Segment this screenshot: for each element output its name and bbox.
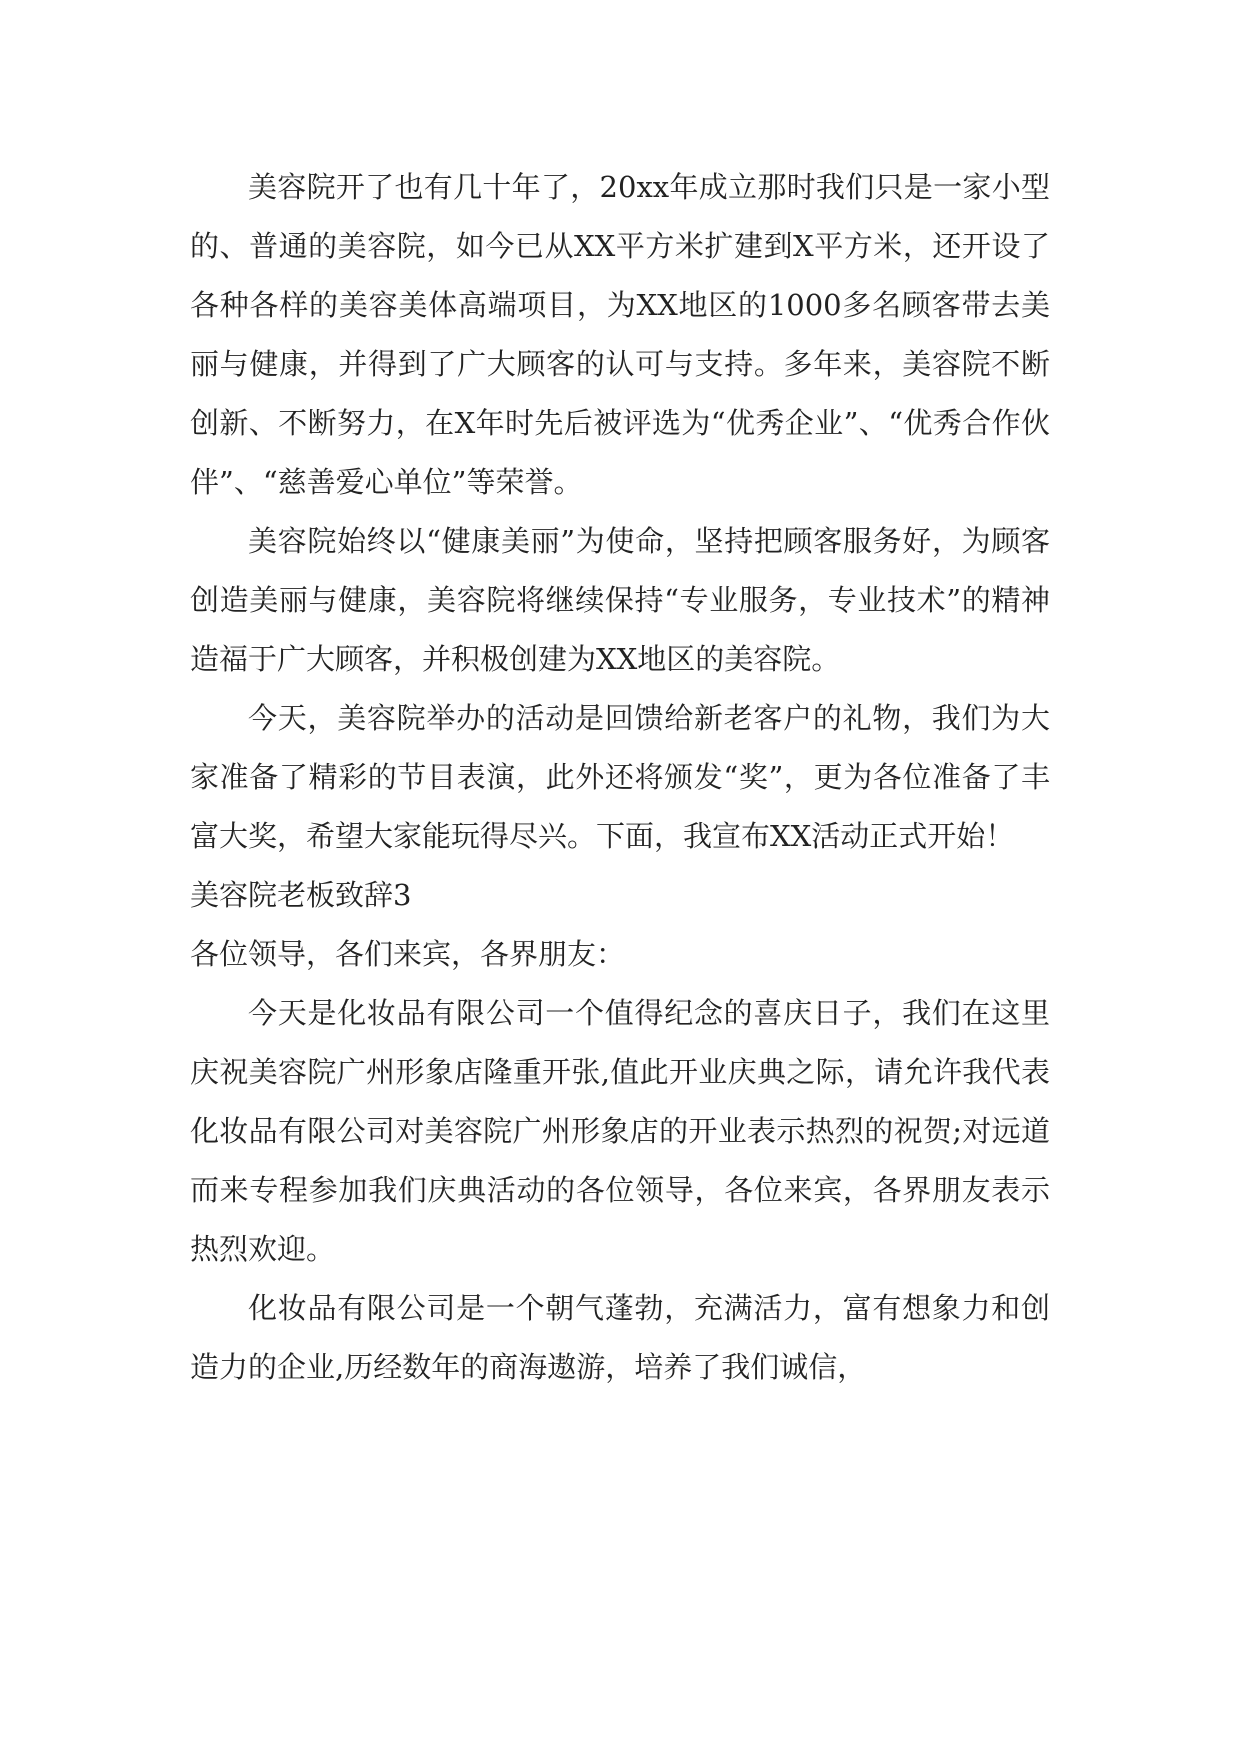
document-body <box>190 158 1050 1397</box>
paragraph-opening-congratulations: 今天是化妆品有限公司一个值得纪念的喜庆日子，我们在这里庆祝美容院广州形象店隆重开张,值此开业庆典之际，请允许我代表化妆品有限公司对美容院广州形象店的开业表示热烈的祝贺;对远道而来专程参加我们庆典活动的各位领导，各位来宾，各界朋友表示热烈欢迎。 <box>190 996 1050 1266</box>
salutation-line: 各位领导，各们来宾，各界朋友： <box>190 937 626 971</box>
paragraph-event-announcement: 今天，美容院举办的活动是回馈给新老客户的礼物，我们为大家准备了精彩的节目表演，此外还将颁发“奖”，更为各位准备了丰富大奖，希望大家能玩得尽兴。下面，我宣布XX活动正式开始！ <box>190 701 1050 853</box>
paragraph-salon-mission: 美容院始终以“健康美丽”为使命，坚持把顾客服务好，为顾客创造美丽与健康，美容院将继续保持“专业服务，专业技术”的精神造福于广大顾客，并积极创建为XX地区的美容院。 <box>190 524 1050 676</box>
paragraph-salon-history: 美容院开了也有几十年了，20xx年成立那时我们只是一家小型的、普通的美容院，如今已从XX平方米扩建到X平方米，还开设了各种各样的美容美体高端项目，为XX地区的1000多名顾客带去美丽与健康，并得到了广大顾客的认可与支持。多年来，美容院不断创新、不断努力，在X年时先后被评选为“优秀企业”、“优秀合作伙伴”、“慈善爱心单位”等荣誉。 <box>190 170 1050 499</box>
paragraph-company-intro: 化妆品有限公司是一个朝气蓬勃，充满活力，富有想象力和创造力的企业,历经数年的商海遨游，培养了我们诚信， <box>190 1291 1050 1384</box>
section-heading: 美容院老板致辞3 <box>190 878 412 912</box>
